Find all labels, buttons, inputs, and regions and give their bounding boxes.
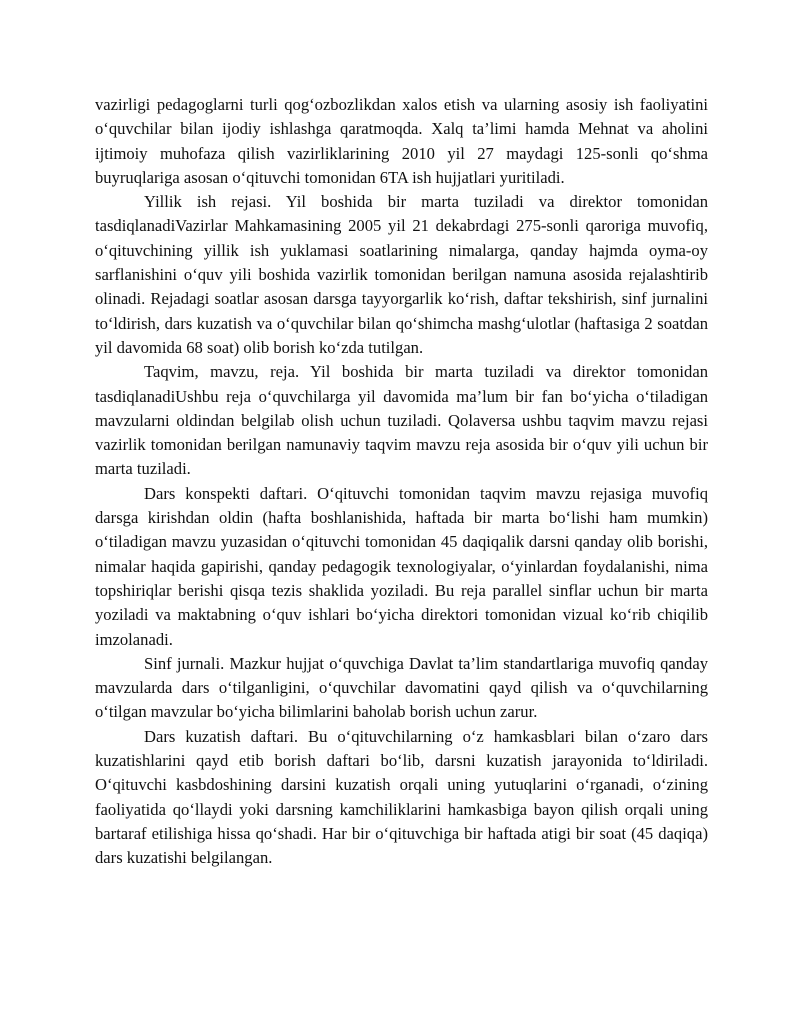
- paragraph-intro: vazirligi pedagoglarni turli qog‘ozbozlikdan xalos etish va ularning asosiy ish faoliyatini o‘quvchilar bilan ijodiy ishlashga qaratmoqda. Xalq ta’limi hamda Mehnat va aholini ijtimoiy muhofaza qilish vazirliklarining 2010 yil 27 maydagi 125-sonli qo‘shma buyruqlariga asosan o‘qituvchi tomonidan 6TA ish hujjatlari yuritiladi.: [95, 95, 708, 187]
- paragraph-dars-konspekti: Dars konspekti daftari. O‘qituvchi tomonidan taqvim mavzu rejasiga muvofiq darsga kirishdan oldin (hafta boshlanishida, haftada bir marta bo‘lishi ham mumkin) o‘tiladigan mavzu yuzasidan o‘qituvchi tomonidan 45 daqiqalik darsni qanday olib borishi, nimalar haqida gapirishi, qanday pedagogik texnologiyalar, o‘yinlardan foydalanishi, nima topshiriqlar berishi qisqa tezis shaklida yoziladi. Bu reja parallel sinflar uchun bir marta yoziladi va maktabning o‘quv ishlari bo‘yicha direktori tomonidan vizual ko‘rib chiqilib imzolanadi.: [95, 483, 708, 649]
- paragraph-sinf-jurnali: Sinf jurnali. Mazkur hujjat o‘quvchiga Davlat ta’lim standartlariga muvofiq qanday mavzularda dars o‘tilganligini, o‘quvchilar davomatini qayd qilish va o‘quvchilarning o‘tilgan mavzular bo‘yicha bilimlarini baholab borish uchun zarur.: [95, 653, 708, 722]
- paragraph-yillik-ish-rejasi: Yillik ish rejasi. Yil boshida bir marta tuziladi va direktor tomonidan tasdiqlanadiVazirlar Mahkamasining 2005 yil 21 dekabrdagi 275-sonli qaroriga muvofiq, o‘qituvchining yillik ish yuklamasi soatlarining nimalarga, qanday hajmda oyma-oy sarflanishini o‘quv yili boshida vazirlik tomonidan berilgan namuna asosida rejalashtirib olinadi. Rejadagi soatlar asosan darsga tayyorgarlik ko‘rish, daftar tekshirish, sinf jurnalini to‘ldirish, dars kuzatish va o‘quvchilar bilan qo‘shimcha mashg‘ulotlar (haftasiga 2 soatdan yil davomida 68 soat) olib borish ko‘zda tutilgan.: [95, 192, 708, 357]
- document-page: [95, 93, 708, 871]
- paragraph-dars-kuzatish: Dars kuzatish daftari. Bu o‘qituvchilarning o‘z hamkasblari bilan o‘zaro dars kuzatishlarini qayd etib borish daftari bo‘lib, darsni kuzatish jarayonida to‘ldiriladi. O‘qituvchi kasbdoshining darsini kuzatish orqali uning yutuqlarini o‘rganadi, o‘zining faoliyatida qo‘llaydi yoki darsning kamchiliklarini hamkasbiga bayon qilish orqali uning bartaraf etilishiga hissa qo‘shadi. Har bir o‘qituvchiga bir haftada atigi bir soat (45 daqiqa) dars kuzatishi belgilangan.: [95, 726, 708, 868]
- paragraph-taqvim-mavzu-reja: Taqvim, mavzu, reja. Yil boshida bir marta tuziladi va direktor tomonidan tasdiqlanadiUshbu reja o‘quvchilarga yil davomida ma’lum bir fan bo‘yicha o‘tiladigan mavzularni oldindan belgilab olish uchun tuziladi. Qolaversa ushbu taqvim mavzu rejasi vazirlik tomonidan berilgan namunaviy taqvim mavzu reja asosida bir o‘quv yili uchun bir marta tuziladi.: [95, 362, 708, 479]
